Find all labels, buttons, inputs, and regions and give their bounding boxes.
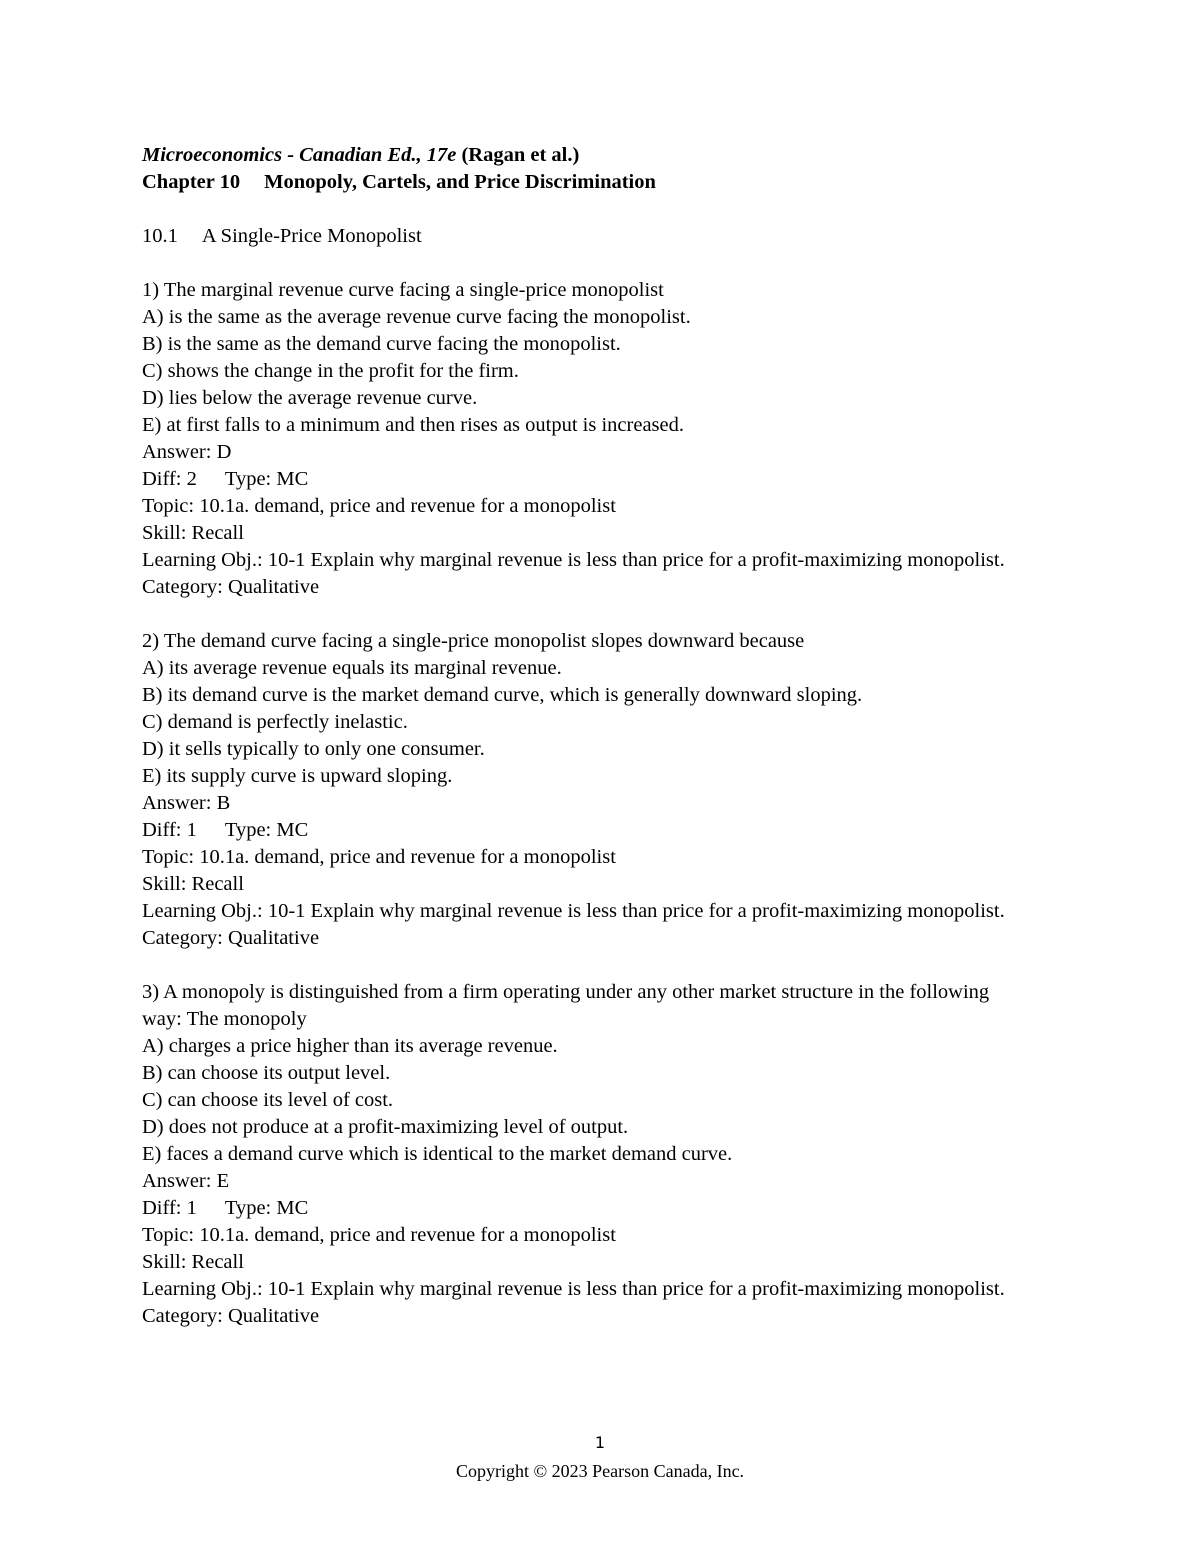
- option-a: A) charges a price higher than its average revenue.: [142, 1035, 558, 1057]
- copyright-notice: Copyright © 2023 Pearson Canada, Inc.: [455, 1461, 745, 1481]
- difficulty: Diff: 2: [142, 468, 197, 490]
- skill: Skill: Recall: [142, 1251, 244, 1273]
- question-type: Type: MC: [224, 1197, 309, 1219]
- diff-type-line: [142, 817, 1042, 844]
- category: Category: Qualitative: [142, 576, 320, 598]
- book-authors: (Ragan et al.): [456, 144, 580, 166]
- question-stem: 2) The demand curve facing a single-price monopolist slopes downward because: [142, 630, 805, 652]
- difficulty: Diff: 1: [142, 819, 197, 841]
- option-b: B) can choose its output level.: [142, 1062, 391, 1084]
- option-b: B) is the same as the demand curve facing the monopolist.: [142, 333, 621, 355]
- option-a: A) is the same as the average revenue curve facing the monopolist.: [142, 306, 691, 328]
- question-3: [142, 979, 1042, 1330]
- option-d: D) it sells typically to only one consumer.: [142, 738, 485, 760]
- option-a: A) its average revenue equals its marginal revenue.: [142, 657, 562, 679]
- diff-type-line: [142, 1195, 1042, 1222]
- option-e: E) faces a demand curve which is identical to the market demand curve.: [142, 1143, 733, 1165]
- book-title: Microeconomics - Canadian Ed., 17e: [142, 144, 457, 166]
- option-d: D) does not produce at a profit-maximizing level of output.: [142, 1116, 629, 1138]
- answer: Answer: B: [142, 792, 231, 814]
- page-number: 1: [594, 1433, 606, 1452]
- option-d: D) lies below the average revenue curve.: [142, 387, 478, 409]
- option-c: C) shows the change in the profit for the firm.: [142, 360, 519, 382]
- book-title-line: [142, 142, 1042, 169]
- topic: Topic: 10.1a. demand, price and revenue for a monopolist: [142, 846, 616, 868]
- topic: Topic: 10.1a. demand, price and revenue for a monopolist: [142, 1224, 616, 1246]
- section-title: A Single-Price Monopolist: [201, 225, 422, 247]
- page-content: [142, 142, 1042, 1330]
- question-stem: 3) A monopoly is distinguished from a firm operating under any other market structure in the following way: The monopoly: [142, 981, 990, 1030]
- skill: Skill: Recall: [142, 873, 244, 895]
- topic: Topic: 10.1a. demand, price and revenue for a monopolist: [142, 495, 616, 517]
- chapter-label: Chapter 10: [142, 171, 241, 193]
- section-number: 10.1: [142, 225, 178, 247]
- category: Category: Qualitative: [142, 1305, 320, 1327]
- option-e: E) at first falls to a minimum and then rises as output is increased.: [142, 414, 684, 436]
- learning-objective: Learning Obj.: 10-1 Explain why marginal revenue is less than price for a profit-maximizing monopolist.: [142, 900, 1005, 922]
- diff-type-line: [142, 466, 1042, 493]
- question-1: [142, 277, 1042, 601]
- question-2: [142, 628, 1042, 952]
- answer: Answer: E: [142, 1170, 230, 1192]
- question-type: Type: MC: [224, 468, 309, 490]
- question-stem: 1) The marginal revenue curve facing a single-price monopolist: [142, 279, 664, 301]
- option-b: B) its demand curve is the market demand curve, which is generally downward sloping.: [142, 684, 863, 706]
- skill: Skill: Recall: [142, 522, 244, 544]
- answer: Answer: D: [142, 441, 232, 463]
- chapter-title: Monopoly, Cartels, and Price Discrimination: [264, 171, 656, 193]
- chapter-heading: [142, 169, 1042, 196]
- category: Category: Qualitative: [142, 927, 320, 949]
- option-c: C) demand is perfectly inelastic.: [142, 711, 408, 733]
- learning-objective: Learning Obj.: 10-1 Explain why marginal revenue is less than price for a profit-maximizing monopolist.: [142, 549, 1005, 571]
- option-e: E) its supply curve is upward sloping.: [142, 765, 453, 787]
- option-c: C) can choose its level of cost.: [142, 1089, 394, 1111]
- section-heading: [142, 223, 1042, 250]
- question-type: Type: MC: [224, 819, 309, 841]
- difficulty: Diff: 1: [142, 1197, 197, 1219]
- learning-objective: Learning Obj.: 10-1 Explain why marginal revenue is less than price for a profit-maximizing monopolist.: [142, 1278, 1005, 1300]
